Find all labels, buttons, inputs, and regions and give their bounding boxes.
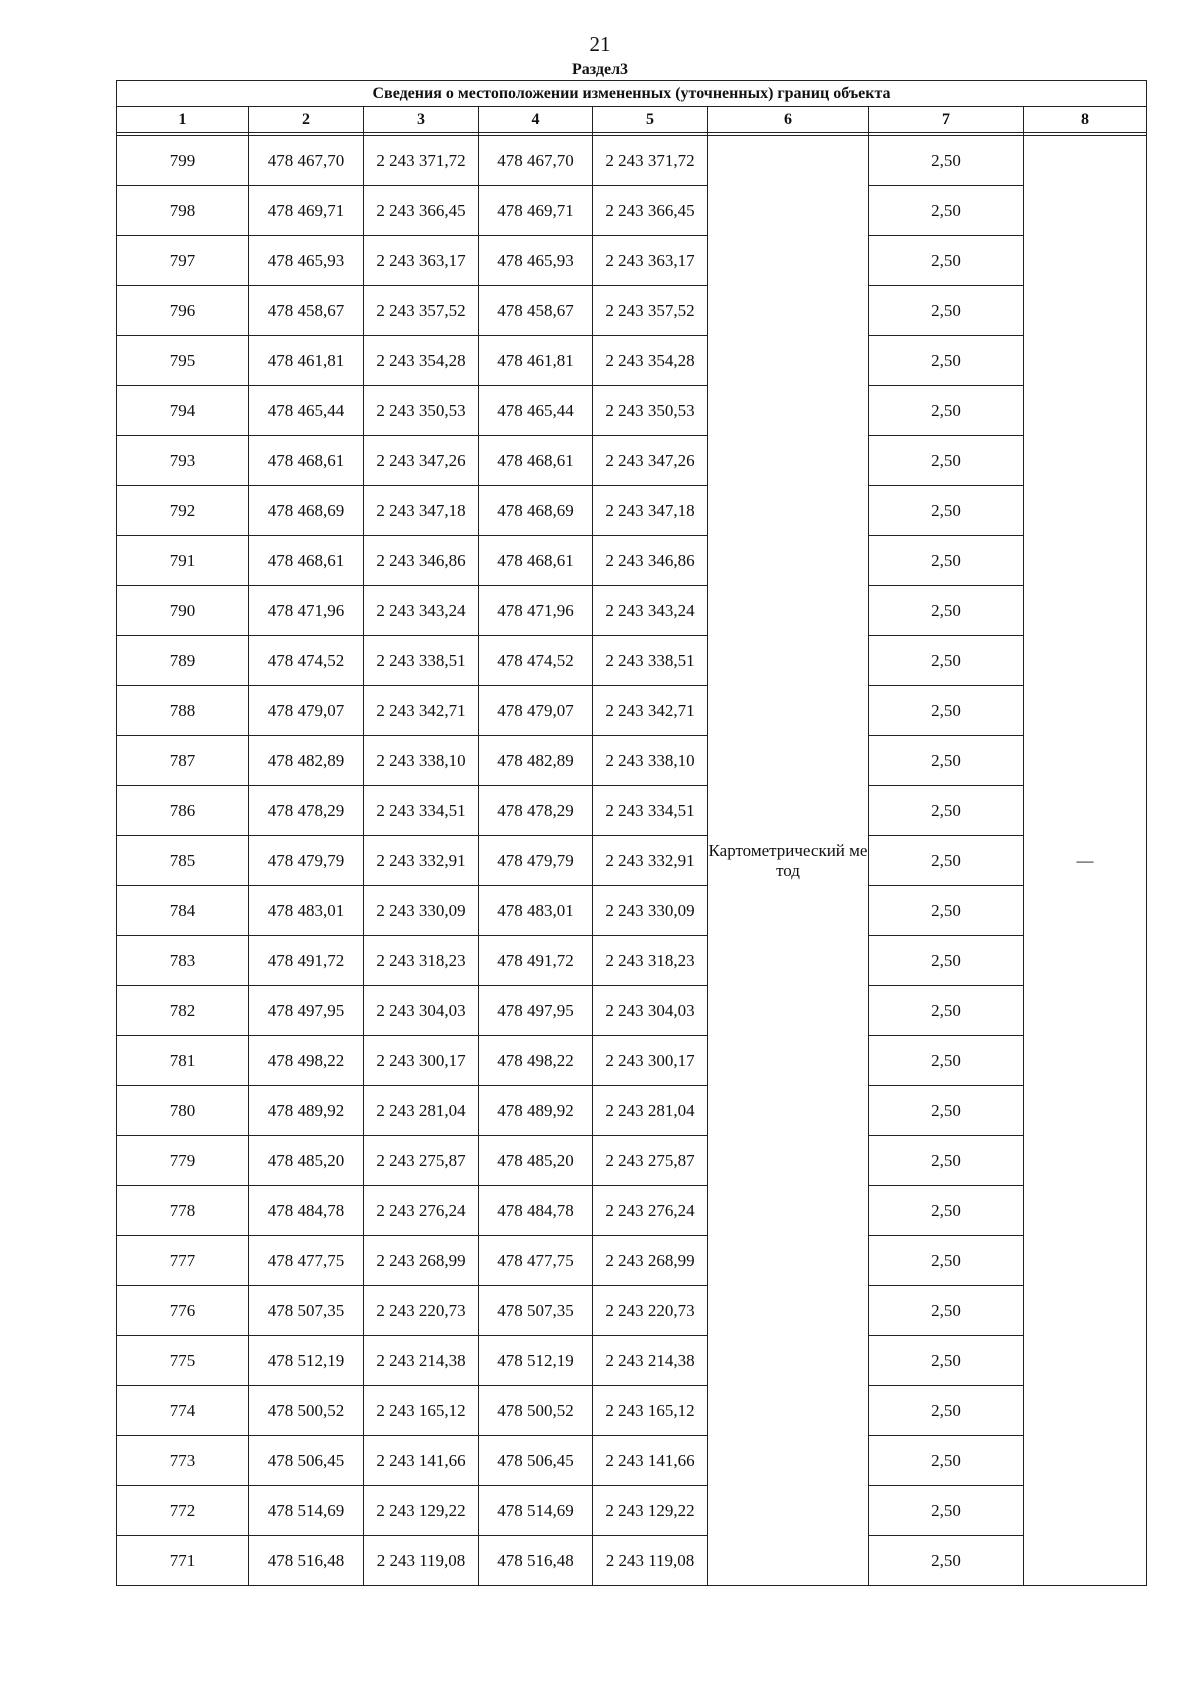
cell-precision: 2,50 xyxy=(869,1186,1024,1236)
cell-x-old: 478 474,52 xyxy=(249,636,364,686)
cell-point: 793 xyxy=(117,436,249,486)
cell-y-new: 2 243 363,17 xyxy=(593,236,708,286)
cell-point: 798 xyxy=(117,186,249,236)
cell-x-old: 478 514,69 xyxy=(249,1486,364,1536)
cell-point: 771 xyxy=(117,1536,249,1586)
cell-y-new: 2 243 354,28 xyxy=(593,336,708,386)
cell-y-new: 2 243 165,12 xyxy=(593,1386,708,1436)
cell-y-old: 2 243 346,86 xyxy=(364,536,479,586)
cell-precision: 2,50 xyxy=(869,686,1024,736)
cell-point: 791 xyxy=(117,536,249,586)
table-row xyxy=(117,286,1147,336)
column-header-8: 8 xyxy=(1024,107,1147,133)
table-row xyxy=(117,1136,1147,1186)
cell-x-new: 478 465,44 xyxy=(479,386,593,436)
cell-precision: 2,50 xyxy=(869,736,1024,786)
cell-y-old: 2 243 220,73 xyxy=(364,1286,479,1336)
cell-point: 782 xyxy=(117,986,249,1036)
table-row xyxy=(117,686,1147,736)
cell-y-old: 2 243 304,03 xyxy=(364,986,479,1036)
cell-y-new: 2 243 346,86 xyxy=(593,536,708,586)
cell-x-old: 478 468,61 xyxy=(249,436,364,486)
cell-x-new: 478 474,52 xyxy=(479,636,593,686)
table-header-row xyxy=(117,107,1147,133)
cell-point: 794 xyxy=(117,386,249,436)
cell-point: 775 xyxy=(117,1336,249,1386)
table-row xyxy=(117,486,1147,536)
cell-y-new: 2 243 338,10 xyxy=(593,736,708,786)
table-row xyxy=(117,636,1147,686)
coordinates-table xyxy=(116,80,1147,1586)
cell-x-old: 478 485,20 xyxy=(249,1136,364,1186)
column-header-7: 7 xyxy=(869,107,1024,133)
cell-x-old: 478 489,92 xyxy=(249,1086,364,1136)
cell-x-old: 478 468,69 xyxy=(249,486,364,536)
cell-point: 787 xyxy=(117,736,249,786)
cell-point: 795 xyxy=(117,336,249,386)
page-number: 21 xyxy=(589,32,611,56)
table-row xyxy=(117,1486,1147,1536)
cell-x-new: 478 478,29 xyxy=(479,786,593,836)
cell-y-new: 2 243 347,26 xyxy=(593,436,708,486)
cell-x-old: 478 491,72 xyxy=(249,936,364,986)
cell-y-old: 2 243 350,53 xyxy=(364,386,479,436)
cell-y-old: 2 243 281,04 xyxy=(364,1086,479,1136)
cell-x-old: 478 477,75 xyxy=(249,1236,364,1286)
cell-y-new: 2 243 318,23 xyxy=(593,936,708,986)
cell-x-new: 478 479,79 xyxy=(479,836,593,886)
cell-point: 785 xyxy=(117,836,249,886)
table-row xyxy=(117,1536,1147,1586)
cell-x-old: 478 484,78 xyxy=(249,1186,364,1236)
cell-y-old: 2 243 366,45 xyxy=(364,186,479,236)
cell-precision: 2,50 xyxy=(869,336,1024,386)
cell-precision: 2,50 xyxy=(869,1486,1024,1536)
cell-precision: 2,50 xyxy=(869,636,1024,686)
cell-precision: 2,50 xyxy=(869,1236,1024,1286)
cell-x-old: 478 479,07 xyxy=(249,686,364,736)
cell-precision: 2,50 xyxy=(869,1286,1024,1336)
table-row xyxy=(117,386,1147,436)
cell-point: 779 xyxy=(117,1136,249,1186)
cell-precision: 2,50 xyxy=(869,1336,1024,1386)
cell-y-old: 2 243 268,99 xyxy=(364,1236,479,1286)
cell-x-old: 478 471,96 xyxy=(249,586,364,636)
cell-y-old: 2 243 165,12 xyxy=(364,1386,479,1436)
cell-y-old: 2 243 332,91 xyxy=(364,836,479,886)
table-row xyxy=(117,1286,1147,1336)
method-cell: Картометрический метод xyxy=(708,136,869,1586)
section-title: Раздел3 xyxy=(571,61,629,78)
cell-point: 786 xyxy=(117,786,249,836)
cell-x-old: 478 468,61 xyxy=(249,536,364,586)
column-8-cell: — xyxy=(1024,136,1147,1586)
cell-x-new: 478 484,78 xyxy=(479,1186,593,1236)
cell-y-old: 2 243 354,28 xyxy=(364,336,479,386)
cell-y-old: 2 243 347,18 xyxy=(364,486,479,536)
cell-precision: 2,50 xyxy=(869,1436,1024,1486)
cell-precision: 2,50 xyxy=(869,586,1024,636)
cell-x-new: 478 467,70 xyxy=(479,136,593,186)
cell-x-new: 478 483,01 xyxy=(479,886,593,936)
cell-x-old: 478 482,89 xyxy=(249,736,364,786)
cell-y-old: 2 243 334,51 xyxy=(364,786,479,836)
cell-x-old: 478 516,48 xyxy=(249,1536,364,1586)
table-row xyxy=(117,336,1147,386)
cell-x-old: 478 465,93 xyxy=(249,236,364,286)
cell-y-new: 2 243 366,45 xyxy=(593,186,708,236)
cell-y-new: 2 243 281,04 xyxy=(593,1086,708,1136)
cell-y-new: 2 243 334,51 xyxy=(593,786,708,836)
cell-precision: 2,50 xyxy=(869,486,1024,536)
cell-y-old: 2 243 343,24 xyxy=(364,586,479,636)
cell-point: 772 xyxy=(117,1486,249,1536)
cell-y-new: 2 243 350,53 xyxy=(593,386,708,436)
cell-y-old: 2 243 276,24 xyxy=(364,1186,479,1236)
cell-y-new: 2 243 214,38 xyxy=(593,1336,708,1386)
cell-precision: 2,50 xyxy=(869,536,1024,586)
cell-x-new: 478 469,71 xyxy=(479,186,593,236)
cell-x-new: 478 512,19 xyxy=(479,1336,593,1386)
cell-y-old: 2 243 275,87 xyxy=(364,1136,479,1186)
cell-precision: 2,50 xyxy=(869,286,1024,336)
column-header-5: 5 xyxy=(593,107,708,133)
cell-x-old: 478 498,22 xyxy=(249,1036,364,1086)
cell-x-new: 478 491,72 xyxy=(479,936,593,986)
cell-y-new: 2 243 347,18 xyxy=(593,486,708,536)
cell-y-new: 2 243 276,24 xyxy=(593,1186,708,1236)
table-row xyxy=(117,986,1147,1036)
cell-precision: 2,50 xyxy=(869,136,1024,186)
cell-precision: 2,50 xyxy=(869,836,1024,886)
cell-precision: 2,50 xyxy=(869,786,1024,836)
cell-y-old: 2 243 318,23 xyxy=(364,936,479,986)
cell-point: 776 xyxy=(117,1286,249,1336)
cell-x-new: 478 482,89 xyxy=(479,736,593,786)
cell-x-old: 478 483,01 xyxy=(249,886,364,936)
cell-x-new: 478 485,20 xyxy=(479,1136,593,1186)
cell-x-old: 478 479,79 xyxy=(249,836,364,886)
cell-x-new: 478 507,35 xyxy=(479,1286,593,1336)
cell-y-old: 2 243 338,10 xyxy=(364,736,479,786)
column-header-4: 4 xyxy=(479,107,593,133)
cell-precision: 2,50 xyxy=(869,936,1024,986)
cell-x-new: 478 465,93 xyxy=(479,236,593,286)
cell-x-old: 478 461,81 xyxy=(249,336,364,386)
cell-y-old: 2 243 330,09 xyxy=(364,886,479,936)
cell-x-old: 478 469,71 xyxy=(249,186,364,236)
table-row xyxy=(117,1186,1147,1236)
table-row xyxy=(117,436,1147,486)
cell-x-old: 478 500,52 xyxy=(249,1386,364,1436)
cell-y-new: 2 243 330,09 xyxy=(593,886,708,936)
cell-y-old: 2 243 363,17 xyxy=(364,236,479,286)
cell-x-old: 478 497,95 xyxy=(249,986,364,1036)
table-row xyxy=(117,236,1147,286)
cell-precision: 2,50 xyxy=(869,186,1024,236)
cell-x-old: 478 507,35 xyxy=(249,1286,364,1336)
cell-point: 780 xyxy=(117,1086,249,1136)
cell-x-new: 478 477,75 xyxy=(479,1236,593,1286)
cell-point: 796 xyxy=(117,286,249,336)
table-row xyxy=(117,586,1147,636)
cell-y-new: 2 243 220,73 xyxy=(593,1286,708,1336)
cell-x-new: 478 498,22 xyxy=(479,1036,593,1086)
table-row xyxy=(117,1086,1147,1136)
cell-precision: 2,50 xyxy=(869,1386,1024,1436)
cell-point: 781 xyxy=(117,1036,249,1086)
cell-precision: 2,50 xyxy=(869,386,1024,436)
cell-point: 777 xyxy=(117,1236,249,1286)
cell-y-old: 2 243 119,08 xyxy=(364,1536,479,1586)
table-row xyxy=(117,1436,1147,1486)
cell-precision: 2,50 xyxy=(869,1136,1024,1186)
cell-x-new: 478 516,48 xyxy=(479,1536,593,1586)
table-body xyxy=(117,136,1147,1586)
table-row xyxy=(117,136,1147,186)
cell-point: 789 xyxy=(117,636,249,686)
cell-point: 797 xyxy=(117,236,249,286)
cell-y-new: 2 243 357,52 xyxy=(593,286,708,336)
cell-x-new: 478 468,69 xyxy=(479,486,593,536)
cell-point: 774 xyxy=(117,1386,249,1436)
cell-y-new: 2 243 342,71 xyxy=(593,686,708,736)
cell-point: 799 xyxy=(117,136,249,186)
cell-precision: 2,50 xyxy=(869,1036,1024,1086)
cell-point: 783 xyxy=(117,936,249,986)
cell-precision: 2,50 xyxy=(869,886,1024,936)
cell-x-new: 478 500,52 xyxy=(479,1386,593,1436)
cell-y-old: 2 243 338,51 xyxy=(364,636,479,686)
cell-x-new: 478 458,67 xyxy=(479,286,593,336)
cell-y-old: 2 243 371,72 xyxy=(364,136,479,186)
table-row xyxy=(117,736,1147,786)
cell-x-new: 478 468,61 xyxy=(479,436,593,486)
cell-point: 784 xyxy=(117,886,249,936)
column-header-2: 2 xyxy=(249,107,364,133)
cell-y-old: 2 243 129,22 xyxy=(364,1486,479,1536)
cell-y-new: 2 243 141,66 xyxy=(593,1436,708,1486)
column-header-3: 3 xyxy=(364,107,479,133)
table-row xyxy=(117,886,1147,936)
table-row xyxy=(117,1036,1147,1086)
table-row xyxy=(117,936,1147,986)
table-row xyxy=(117,186,1147,236)
cell-x-new: 478 479,07 xyxy=(479,686,593,736)
table-row xyxy=(117,1236,1147,1286)
cell-x-new: 478 497,95 xyxy=(479,986,593,1036)
cell-y-old: 2 243 141,66 xyxy=(364,1436,479,1486)
cell-point: 792 xyxy=(117,486,249,536)
cell-x-old: 478 458,67 xyxy=(249,286,364,336)
table-row xyxy=(117,786,1147,836)
cell-y-new: 2 243 268,99 xyxy=(593,1236,708,1286)
cell-x-new: 478 468,61 xyxy=(479,536,593,586)
cell-y-new: 2 243 129,22 xyxy=(593,1486,708,1536)
table-row xyxy=(117,1386,1147,1436)
cell-point: 778 xyxy=(117,1186,249,1236)
column-header-1: 1 xyxy=(117,107,249,133)
column-header-6: 6 xyxy=(708,107,869,133)
cell-y-new: 2 243 332,91 xyxy=(593,836,708,886)
cell-y-new: 2 243 338,51 xyxy=(593,636,708,686)
cell-precision: 2,50 xyxy=(869,236,1024,286)
cell-x-new: 478 489,92 xyxy=(479,1086,593,1136)
cell-x-new: 478 514,69 xyxy=(479,1486,593,1536)
cell-precision: 2,50 xyxy=(869,1536,1024,1586)
cell-precision: 2,50 xyxy=(869,1086,1024,1136)
cell-y-new: 2 243 300,17 xyxy=(593,1036,708,1086)
cell-y-old: 2 243 357,52 xyxy=(364,286,479,336)
cell-precision: 2,50 xyxy=(869,986,1024,1036)
cell-y-old: 2 243 214,38 xyxy=(364,1336,479,1386)
cell-y-new: 2 243 304,03 xyxy=(593,986,708,1036)
cell-x-old: 478 506,45 xyxy=(249,1436,364,1486)
table-row xyxy=(117,836,1147,886)
cell-y-old: 2 243 342,71 xyxy=(364,686,479,736)
cell-point: 788 xyxy=(117,686,249,736)
cell-y-new: 2 243 371,72 xyxy=(593,136,708,186)
table-row xyxy=(117,1336,1147,1386)
cell-y-old: 2 243 347,26 xyxy=(364,436,479,486)
cell-y-new: 2 243 275,87 xyxy=(593,1136,708,1186)
cell-precision: 2,50 xyxy=(869,436,1024,486)
cell-x-new: 478 506,45 xyxy=(479,1436,593,1486)
cell-x-old: 478 467,70 xyxy=(249,136,364,186)
cell-x-old: 478 512,19 xyxy=(249,1336,364,1386)
cell-point: 773 xyxy=(117,1436,249,1486)
cell-x-old: 478 465,44 xyxy=(249,386,364,436)
cell-x-new: 478 461,81 xyxy=(479,336,593,386)
cell-x-new: 478 471,96 xyxy=(479,586,593,636)
table-caption: Сведения о местоположении измененных (уточненных) границ объекта xyxy=(117,81,1147,107)
table-row xyxy=(117,536,1147,586)
cell-point: 790 xyxy=(117,586,249,636)
cell-y-new: 2 243 119,08 xyxy=(593,1536,708,1586)
cell-y-old: 2 243 300,17 xyxy=(364,1036,479,1086)
cell-y-new: 2 243 343,24 xyxy=(593,586,708,636)
cell-x-old: 478 478,29 xyxy=(249,786,364,836)
